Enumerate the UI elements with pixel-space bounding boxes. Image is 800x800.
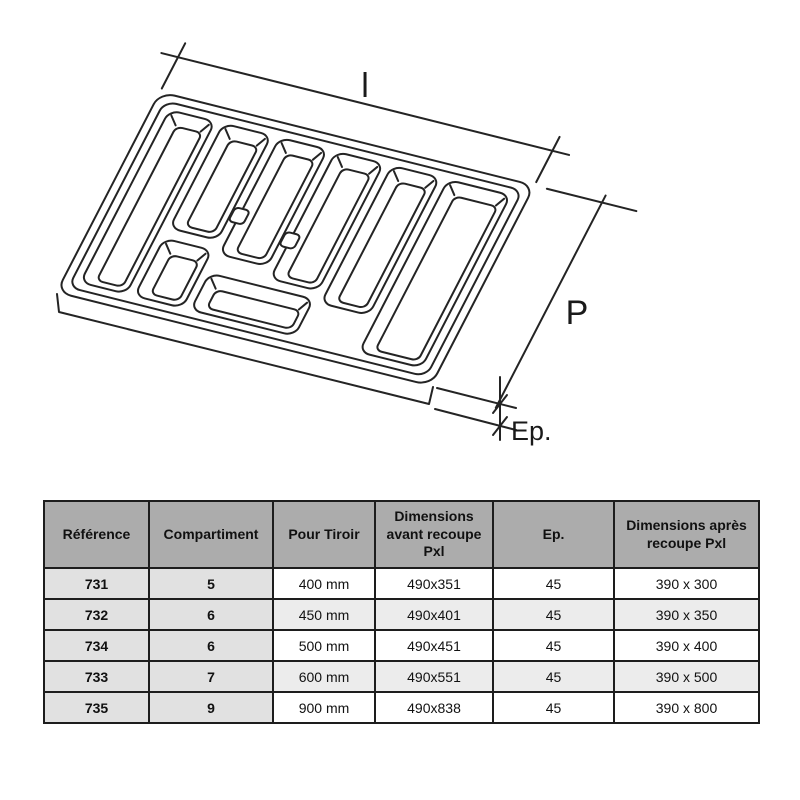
specifications-table <box>43 500 760 724</box>
table-row <box>44 568 759 599</box>
table-cell: 7 <box>149 661 273 692</box>
table-cell: 490x838 <box>375 692 493 723</box>
table-cell: 490x351 <box>375 568 493 599</box>
table-cell: 390 x 300 <box>614 568 759 599</box>
table-header <box>44 501 759 568</box>
table-cell: 45 <box>493 692 614 723</box>
tray-projection <box>37 39 661 416</box>
thickness-label: Ep. <box>511 416 552 446</box>
column-header: Compartiment <box>149 501 273 568</box>
table-cell: 490x401 <box>375 599 493 630</box>
table-row <box>44 692 759 723</box>
table-cell: 390 x 500 <box>614 661 759 692</box>
column-header: Ep. <box>493 501 614 568</box>
extension-line <box>547 189 636 211</box>
table-cell: 735 <box>44 692 149 723</box>
table-cell: 400 mm <box>273 568 375 599</box>
table-cell: 390 x 350 <box>614 599 759 630</box>
dimension-thickness <box>435 377 516 440</box>
table-cell: 45 <box>493 568 614 599</box>
table-cell: 450 mm <box>273 599 375 630</box>
table-cell: 9 <box>149 692 273 723</box>
table-cell: 600 mm <box>273 661 375 692</box>
table-cell: 45 <box>493 630 614 661</box>
table-cell: 734 <box>44 630 149 661</box>
length-label: l <box>361 67 369 105</box>
table-cell: 45 <box>493 599 614 630</box>
table-cell: 490x451 <box>375 630 493 661</box>
column-header: Dimensions après recoupe Pxl <box>614 501 759 568</box>
table-cell: 500 mm <box>273 630 375 661</box>
column-header: Référence <box>44 501 149 568</box>
table-cell: 390 x 800 <box>614 692 759 723</box>
table-cell: 900 mm <box>273 692 375 723</box>
extension-line <box>162 43 185 88</box>
table-row <box>44 630 759 661</box>
table-cell: 5 <box>149 568 273 599</box>
column-header: Dimensions avant recoupe Pxl <box>375 501 493 568</box>
table-cell: 731 <box>44 568 149 599</box>
table-row <box>44 599 759 630</box>
column-header: Pour Tiroir <box>273 501 375 568</box>
table-cell: 6 <box>149 630 273 661</box>
table-row <box>44 661 759 692</box>
table-cell: 490x551 <box>375 661 493 692</box>
extension-line <box>536 137 559 182</box>
table-cell: 732 <box>44 599 149 630</box>
table-cell: 733 <box>44 661 149 692</box>
table-cell: 390 x 400 <box>614 630 759 661</box>
depth-label: P <box>565 294 589 332</box>
table-cell: 45 <box>493 661 614 692</box>
table-cell: 6 <box>149 599 273 630</box>
